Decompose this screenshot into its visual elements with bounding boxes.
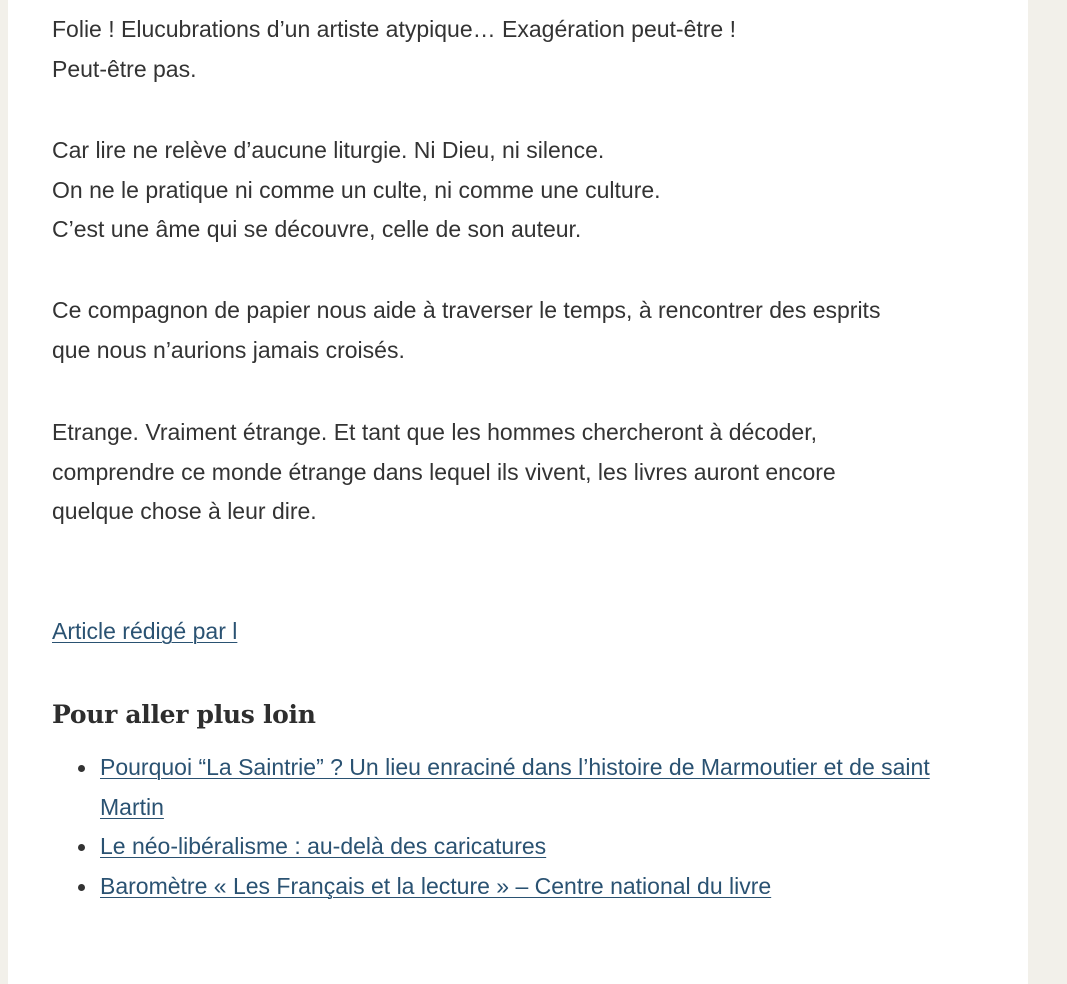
further-reading-title: Pour aller plus loin: [52, 700, 316, 729]
paragraph-line: comprendre ce monde étrange dans lequel ils vivent, les livres auront encore: [52, 458, 836, 485]
list-item: [52, 867, 982, 907]
list-item: [52, 748, 982, 827]
paragraph-line: C’est une âme qui se découvre, celle de son auteur.: [52, 216, 582, 242]
bullet-icon: [78, 765, 85, 772]
further-reading-link-barometre[interactable]: Baromètre « Les Français et la lecture » – Centre national du livre: [100, 872, 772, 899]
article-paragraph: [52, 10, 736, 89]
article-page: [8, 0, 1028, 984]
bullet-icon: [78, 844, 85, 851]
article-paragraph: [52, 131, 661, 250]
paragraph-line: Folie ! Elucubrations d’un artiste atypique… Exagération peut-être !: [52, 16, 736, 42]
paragraph-line: que nous n’aurions jamais croisés.: [52, 336, 405, 363]
paragraph-line: Etrange. Vraiment étrange. Et tant que les hommes chercheront à décoder,: [52, 419, 817, 445]
paragraph-line: Peut-être pas.: [52, 55, 197, 82]
article-paragraph: [52, 291, 880, 370]
paragraph-line: On ne le pratique ni comme un culte, ni comme une culture.: [52, 176, 661, 203]
author-link[interactable]: Article rédigé par l: [52, 618, 238, 644]
paragraph-line: Car lire ne relève d’aucune liturgie. Ni Dieu, ni silence.: [52, 137, 605, 163]
further-reading-link-saintrie[interactable]: Pourquoi “La Saintrie” ? Un lieu enraciné dans l’histoire de Marmoutier et de saint Martin: [100, 754, 930, 820]
further-reading-list: [52, 748, 982, 906]
further-reading-link-neoliberalisme[interactable]: Le néo-libéralisme : au-delà des caricatures: [100, 833, 547, 859]
paragraph-line: quelque chose à leur dire.: [52, 498, 317, 524]
paragraph-line: Ce compagnon de papier nous aide à traverser le temps, à rencontrer des esprits: [52, 297, 881, 323]
article-paragraph: [52, 413, 836, 532]
list-item: [52, 827, 982, 867]
bullet-icon: [78, 884, 85, 891]
